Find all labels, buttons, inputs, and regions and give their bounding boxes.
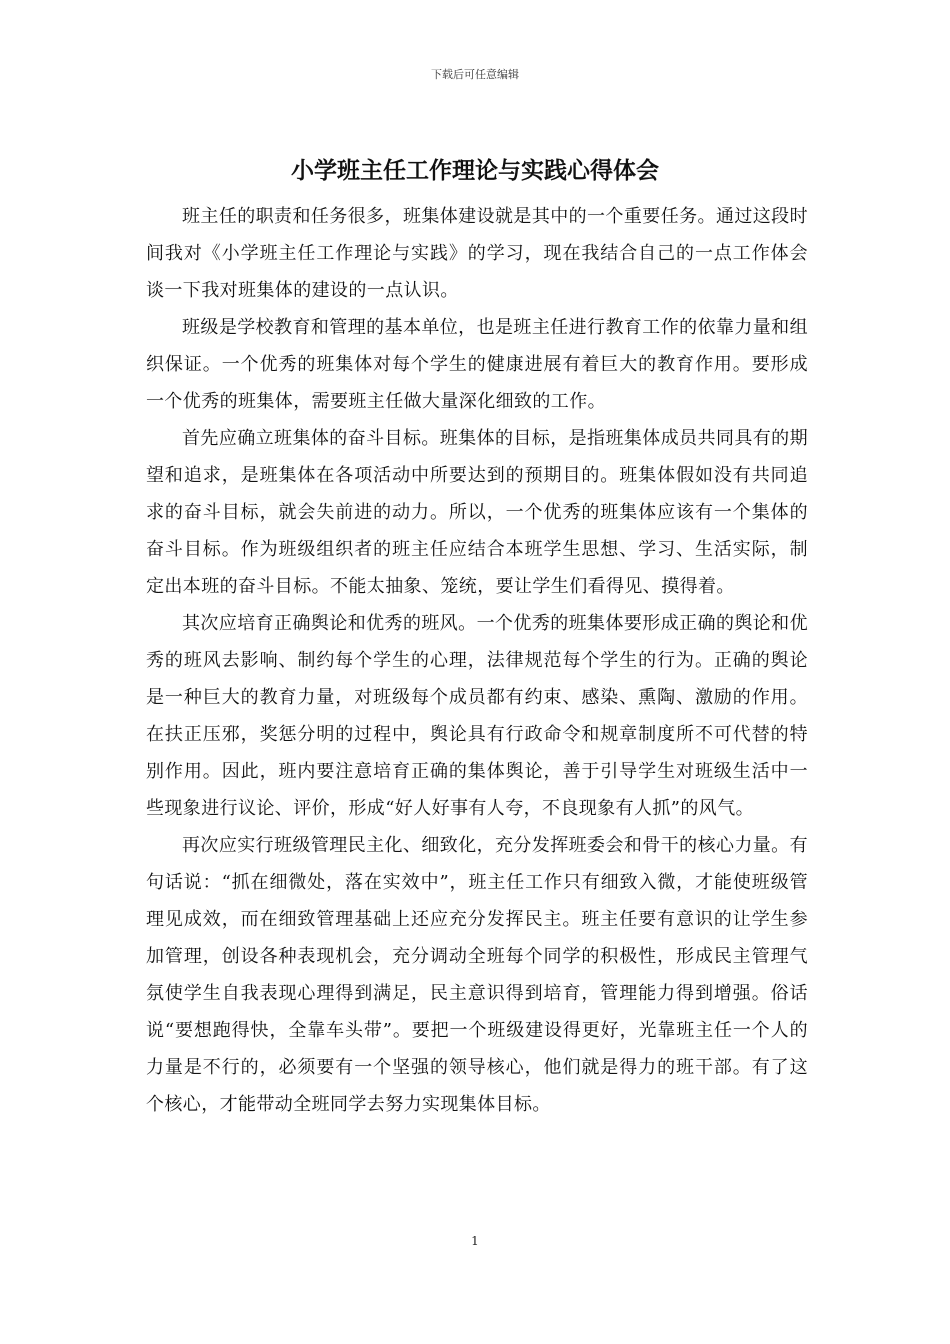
paragraph-goals: 首先应确立班集体的奋斗目标。班集体的目标，是指班集体成员共同具有的期望和追求，是班集体在各项活动中所要达到的预期目的。班集体假如没有共同追求的奋斗目标，就会失前进的动力。所以，一个优秀的班集体应该有一个集体的奋斗目标。作为班级组织者的班主任应结合本班学生思想、学习、生活实际，制定出本班的奋斗目标。不能太抽象、笼统，要让学生们看得见、摸得着。 bbox=[146, 428, 808, 597]
paragraph-class-unit: 班级是学校教育和管理的基本单位，也是班主任进行教育工作的依靠力量和组织保证。一个优秀的班集体对每个学生的健康进展有着巨大的教育作用。要形成一个优秀的班集体，需要班主任做大量深化细致的工作。 bbox=[146, 317, 808, 412]
paragraph-intro: 班主任的职责和任务很多，班集体建设就是其中的一个重要任务。通过这段时间我对《小学班主任工作理论与实践》的学习，现在我结合自己的一点工作体会谈一下我对班集体的建设的一点认识。 bbox=[146, 206, 808, 301]
paragraph-democratic-management: 再次应实行班级管理民主化、细致化，充分发挥班委会和骨干的核心力量。有句话说：“抓在细微处，落在实效中”，班主任工作只有细致入微，才能使班级管理见成效，而在细致管理基础上还应充分发挥民主。班主任要有意识的让学生参加管理，创设各种表现机会，充分调动全班每个同学的积极性，形成民主管理气氛使学生自我表现心理得到满足，民主意识得到培育，管理能力得到增强。俗话说“要想跑得快，全靠车头带”。要把一个班级建设得更好，光靠班主任一个人的力量是不行的，必须要有一个坚强的领导核心，他们就是得力的班干部。有了这个核心，才能带动全班同学去努力实现集体目标。 bbox=[146, 835, 808, 1115]
document-body bbox=[146, 198, 808, 1123]
paragraph-public-opinion: 其次应培育正确舆论和优秀的班风。一个优秀的班集体要形成正确的舆论和优秀的班风去影响、制约每个学生的心理，法律规范每个学生的行为。正确的舆论是一种巨大的教育力量，对班级每个成员都有约束、感染、熏陶、激励的作用。在扶正压邪，奖惩分明的过程中，舆论具有行政命令和规章制度所不可代替的特别作用。因此，班内要注意培育正确的集体舆论，善于引导学生对班级生活中一些现象进行议论、评价，形成“好人好事有人夸，不良现象有人抓”的风气。 bbox=[146, 613, 808, 819]
document-title: 小学班主任工作理论与实践心得体会 bbox=[291, 157, 659, 184]
page-header: 下载后可任意编辑 bbox=[431, 68, 519, 81]
page-number: 1 bbox=[471, 1234, 479, 1248]
